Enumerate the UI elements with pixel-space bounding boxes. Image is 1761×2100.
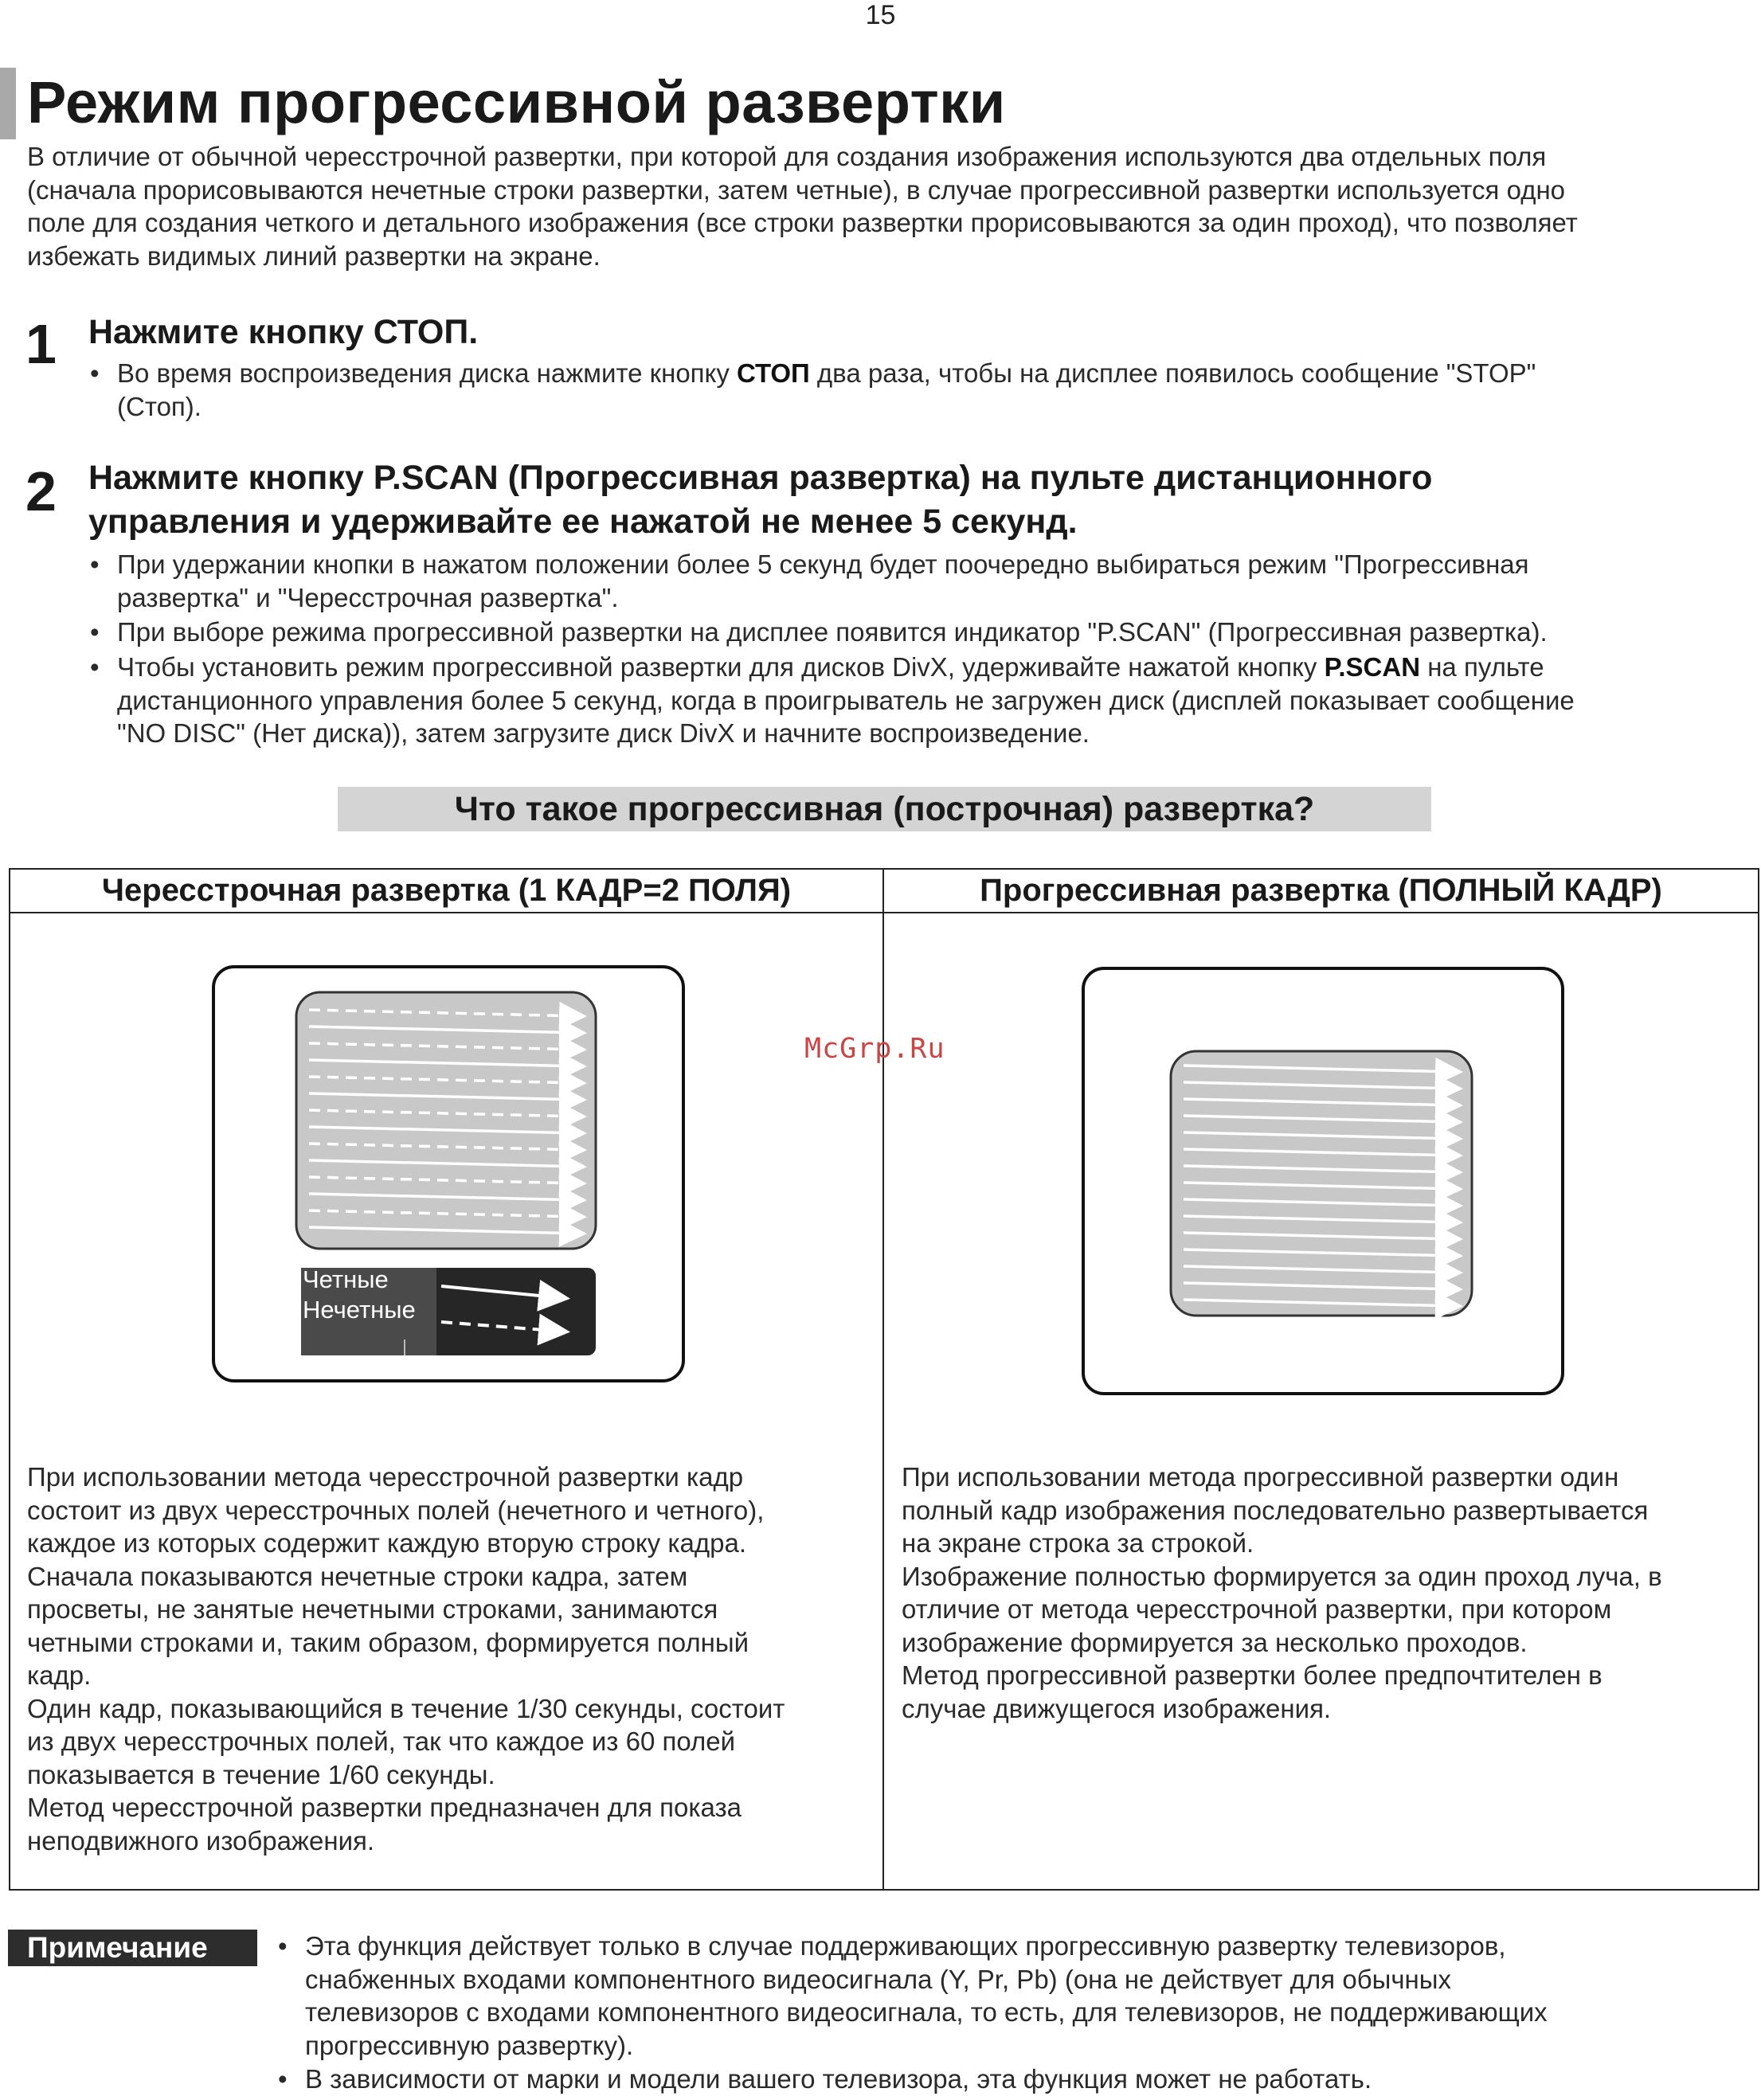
- intro-line: избежать видимых линий развертки на экране.: [27, 241, 601, 271]
- bullet-dot: •: [90, 652, 100, 682]
- interlaced-header: Чересстрочная развертка (1 КАДР=2 ПОЛЯ): [101, 873, 792, 908]
- interlaced-diagram: [207, 964, 693, 1386]
- step-2-number: 2: [25, 460, 57, 522]
- intro-line: В отличие от обычной чересстрочной развертки, при которой для создания изображения используются два отдельных поля: [27, 142, 1547, 171]
- page-number: 15: [865, 0, 896, 30]
- note-bullet: • В зависимости от марки и модели вашего телевизора, эта функция может не работать.: [305, 2063, 1739, 2096]
- note-label: Примечание: [8, 1930, 257, 1966]
- legend-odd: Нечетные: [303, 1296, 416, 1324]
- progressive-description: При использовании метода прогрессивной развертки один полный кадр изображения последовательно развертывается на экране строка за строкой. Изображение полностью формируется за один проход луча, в отличие от метода чересстрочной развертки, при котором изображение формируется за несколько проходов. Метод прогрессивной развертки более предпочтителен в случае движущегося изображения.: [902, 1462, 1662, 1723]
- table-header-rule: [9, 912, 1759, 913]
- intro-line: поле для создания четкого и детального изображения (все строки развертки прорисовываются за один проход), что позволяет: [27, 208, 1578, 237]
- note-bullet: • Эта функция действует только в случае поддерживающих прогрессивную развертку телевизоров, снабженных входами компонентного видеосигнала (Y, Pr, Pb) (она не действует для обычных телевизоров с входами компонентного видеосигнала, то есть, для телевизоров, не поддерживающих прогрессивную развертку).: [278, 1931, 1548, 2060]
- legend-even: Четные: [303, 1265, 389, 1293]
- bullet-dot: •: [90, 549, 100, 579]
- step-2-heading: Нажмите кнопку P.SCAN (Прогрессивная развертка) на пульте дистанционного управления и удерживайте ее нажатой не менее 5 секунд.: [88, 459, 1433, 541]
- bullet-dot: •: [278, 2064, 288, 2094]
- step-1-bullet: • Во время воспроизведения диска нажмите кнопку СТОП два раза, чтобы на дисплее появилось сообщение "STOP" (Стоп).: [90, 358, 1536, 421]
- bullet-dot: •: [278, 1931, 288, 1961]
- progressive-header: Прогрессивная развертка (ПОЛНЫЙ КАДР): [980, 873, 1662, 908]
- step-2-bullet: • При выборе режима прогрессивной развертки на дисплее появится индикатор "P.SCAN" (Прогрессивная развертка).: [117, 616, 1742, 649]
- progressive-diagram: [1077, 964, 1571, 1402]
- step-1-heading: Нажмите кнопку СТОП.: [88, 313, 479, 351]
- step-1-number: 1: [25, 313, 57, 375]
- intro-paragraph: [27, 140, 1739, 272]
- bullet-dot: •: [90, 617, 100, 647]
- title-accent-bar: [0, 68, 16, 139]
- intro-line: (сначала прорисовываются нечетные строки развертки, затем четные), в случае прогрессивной развертки используется одно: [27, 174, 1566, 205]
- step-2-bullet: • Чтобы установить режим прогрессивной развертки для дисков DivX, удерживайте нажатой кнопку P.SCAN на пульте дистанционного управления более 5 секунд, когда в проигрыватель не загружен диск (дисплей показывает сообщение "NO DISC" (Нет диска)), затем загрузите диск DivX и начните воспроизведение.: [90, 652, 1575, 748]
- table-divider: [882, 868, 884, 1891]
- bullet-dot: •: [90, 358, 100, 388]
- page-title: Режим прогрессивной развертки: [27, 69, 1006, 135]
- step-2-bullet: • При удержании кнопки в нажатом положении более 5 секунд будет поочередно выбираться режим "Прогрессивная развертка" и "Чересстрочная развертка".: [90, 549, 1529, 612]
- section-banner: Что такое прогрессивная (построчная) развертка?: [338, 787, 1431, 831]
- interlaced-description: При использовании метода чересстрочной развертки кадр состоит из двух чересстрочных полей (нечетного и четного), каждое из которых содержит каждую вторую строку кадра. Сначала показываются нечетные строки кадра, затем просветы, не занятые нечетными строками, занимаются четными строками и, таким образом, формируется полный кадр. Один кадр, показывающийся в течение 1/30 секунды, состоит из двух чересстрочных полей, так что каждое из 60 полей показывается в течение 1/60 секунды. Метод чересстрочной развертки предназначен для показа неподвижного изображения.: [27, 1462, 785, 1856]
